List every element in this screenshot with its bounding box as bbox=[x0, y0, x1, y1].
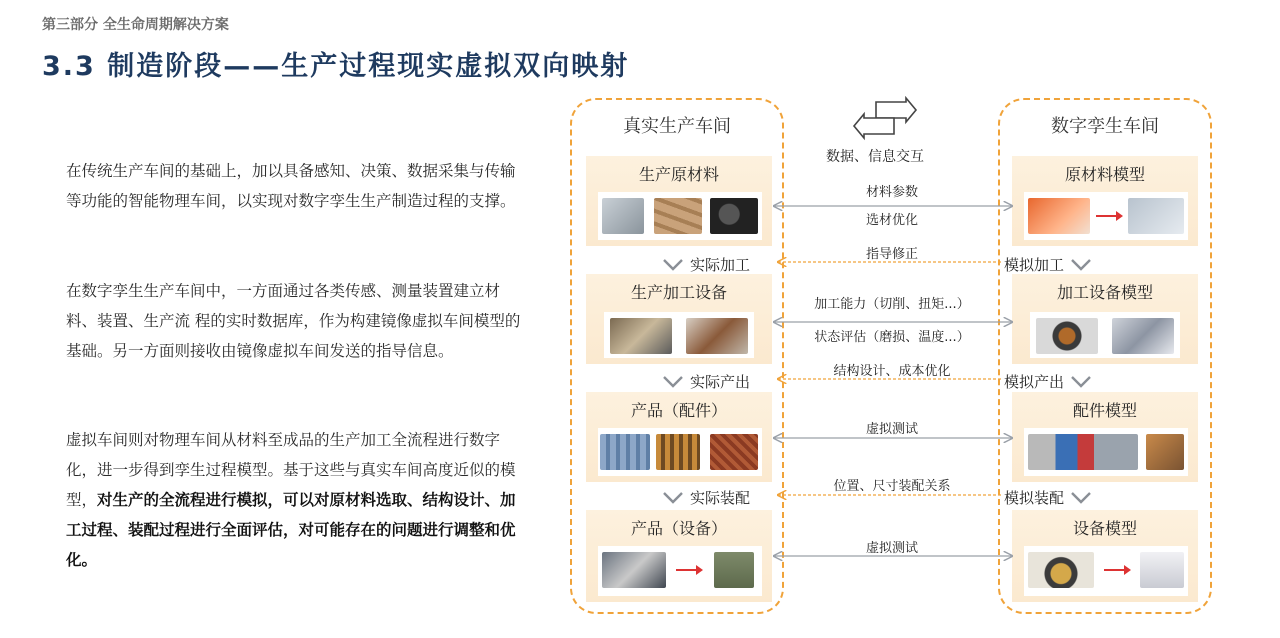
step-simulated-assembly-label: 模拟装配 bbox=[1004, 489, 1065, 507]
paragraph-3 bbox=[66, 425, 526, 575]
card-equipment-model bbox=[1012, 274, 1198, 364]
step-simulated-output bbox=[1004, 371, 1092, 392]
step-simulated-processing bbox=[1004, 254, 1092, 275]
real-workshop-title: 真实生产车间 bbox=[623, 116, 731, 137]
label-assembly-relation: 位置、尺寸装配关系 bbox=[833, 479, 951, 494]
chevron-down-icon bbox=[1070, 375, 1092, 389]
card-raw-material-model bbox=[1012, 156, 1198, 246]
chevron-down-icon bbox=[662, 258, 684, 272]
card-raw-material-title: 生产原材料 bbox=[638, 165, 719, 184]
red-arrow-icon bbox=[1094, 210, 1124, 222]
card-part-model bbox=[1012, 392, 1198, 482]
equipment-photos bbox=[604, 312, 754, 358]
exchange-label: 数据、信息交互 bbox=[826, 149, 924, 165]
breadcrumb: 第三部分 全生命周期解决方案 bbox=[42, 17, 229, 33]
part-assembly-model-image bbox=[1028, 434, 1138, 470]
mesh-part-image bbox=[710, 434, 758, 470]
card-part-model-title: 配件模型 bbox=[1072, 401, 1137, 420]
paragraph-1: 在传统生产车间的基础上，加以具备感知、决策、数据采集与传输等功能的智能物理车间，以实现对数字孪生生产制造过程的支撑。 bbox=[66, 162, 516, 210]
coil-part-image bbox=[656, 434, 700, 470]
paragraph-2: 在数字孪生生产车间中，一方面通过各类传感、测量装置建立材料、装置、生产流 程的实时数据库，作为构建镜像虚拟车间模型的基础。另一方面则接收由镜像虚拟车间发送的指导信息。 bbox=[66, 282, 521, 360]
label-structure-cost: 结构设计、成本优化 bbox=[833, 364, 951, 379]
label-processing-capability: 加工能力（切削、扭矩...） bbox=[814, 297, 970, 312]
metal-sheet-image bbox=[602, 198, 644, 234]
card-equipment-model-final bbox=[1012, 510, 1198, 602]
step-actual-processing bbox=[662, 254, 750, 275]
equipment-final-model-images bbox=[1024, 546, 1188, 596]
label-material-optimization: 选材优化 bbox=[865, 213, 918, 228]
digital-twin-title: 数字孪生车间 bbox=[1051, 116, 1159, 137]
step-simulated-assembly bbox=[1004, 487, 1092, 508]
label-state-evaluation: 状态评估（磨损、温度...） bbox=[814, 330, 970, 345]
label-guidance-correction: 指导修正 bbox=[865, 247, 918, 262]
transformer-model-image bbox=[1140, 552, 1184, 588]
card-product-part-title: 产品（配件） bbox=[630, 401, 727, 420]
card-equipment-model-final-title: 设备模型 bbox=[1072, 519, 1137, 538]
card-raw-material bbox=[586, 156, 772, 246]
paragraph-3-bold: 对生产的全流程进行模拟，可以对原材料选取、结构设计、加工过程、装配过程进行全面评估，对可能存在的问题进行调整和优化。 bbox=[66, 491, 516, 569]
red-arrow-icon bbox=[1102, 564, 1132, 576]
chevron-down-icon bbox=[1070, 491, 1092, 505]
step-actual-output bbox=[662, 371, 750, 392]
equipment-model-image-2 bbox=[1112, 318, 1174, 354]
robot-arm-model-image bbox=[1028, 198, 1090, 234]
chevron-down-icon bbox=[1070, 258, 1092, 272]
equipment-model-images bbox=[1030, 312, 1180, 358]
card-product-equipment-title: 产品（设备） bbox=[630, 519, 727, 538]
step-actual-assembly bbox=[662, 487, 750, 508]
card-product-part bbox=[586, 392, 772, 482]
card-product-equipment bbox=[586, 510, 772, 602]
label-material-params: 材料参数 bbox=[865, 185, 918, 200]
card-equipment-model-title: 加工设备模型 bbox=[1056, 283, 1153, 302]
page-title: 3.3 制造阶段——生产过程现实虚拟双向映射 bbox=[42, 51, 630, 82]
label-virtual-test-2: 虚拟测试 bbox=[865, 541, 918, 556]
frame-part-image bbox=[600, 434, 650, 470]
step-actual-processing-label: 实际加工 bbox=[690, 256, 751, 274]
machine-image-1 bbox=[610, 318, 672, 354]
assembly-line-image bbox=[602, 552, 666, 588]
raw-material-model-images bbox=[1024, 192, 1188, 240]
machine-image-2 bbox=[686, 318, 748, 354]
step-simulated-output-label: 模拟产出 bbox=[1004, 373, 1065, 391]
step-actual-assembly-label: 实际装配 bbox=[690, 489, 751, 507]
equipment-model-image-1 bbox=[1036, 318, 1098, 354]
paragraph-3-normal: 虚拟车间则对物理车间从材料至成品的生产加工全流程进行数字化，进一步得到孪生过程模型。基于这些与真实车间高度近似的模型， bbox=[66, 431, 516, 509]
part-model-images bbox=[1024, 428, 1188, 476]
chevron-down-icon bbox=[662, 491, 684, 505]
product-equipment-photos bbox=[598, 546, 762, 596]
rubber-block-image bbox=[710, 198, 758, 234]
step-simulated-processing-label: 模拟加工 bbox=[1004, 256, 1065, 274]
card-processing-equipment bbox=[586, 274, 772, 364]
rods-image bbox=[654, 198, 702, 234]
card-processing-equipment-title: 生产加工设备 bbox=[630, 283, 727, 302]
step-actual-output-label: 实际产出 bbox=[690, 373, 751, 391]
card-raw-material-model-title: 原材料模型 bbox=[1064, 165, 1145, 184]
raw-material-photos bbox=[598, 192, 762, 240]
exchange-arrows-icon bbox=[852, 96, 918, 142]
red-arrow-icon bbox=[674, 564, 704, 576]
transformer-image bbox=[714, 552, 754, 588]
sheet-model-image bbox=[1128, 198, 1184, 234]
part-block-model-image bbox=[1146, 434, 1184, 470]
chevron-down-icon bbox=[662, 375, 684, 389]
layout-model-image bbox=[1028, 552, 1094, 588]
label-virtual-test-1: 虚拟测试 bbox=[865, 422, 918, 437]
part-photos bbox=[598, 428, 762, 476]
